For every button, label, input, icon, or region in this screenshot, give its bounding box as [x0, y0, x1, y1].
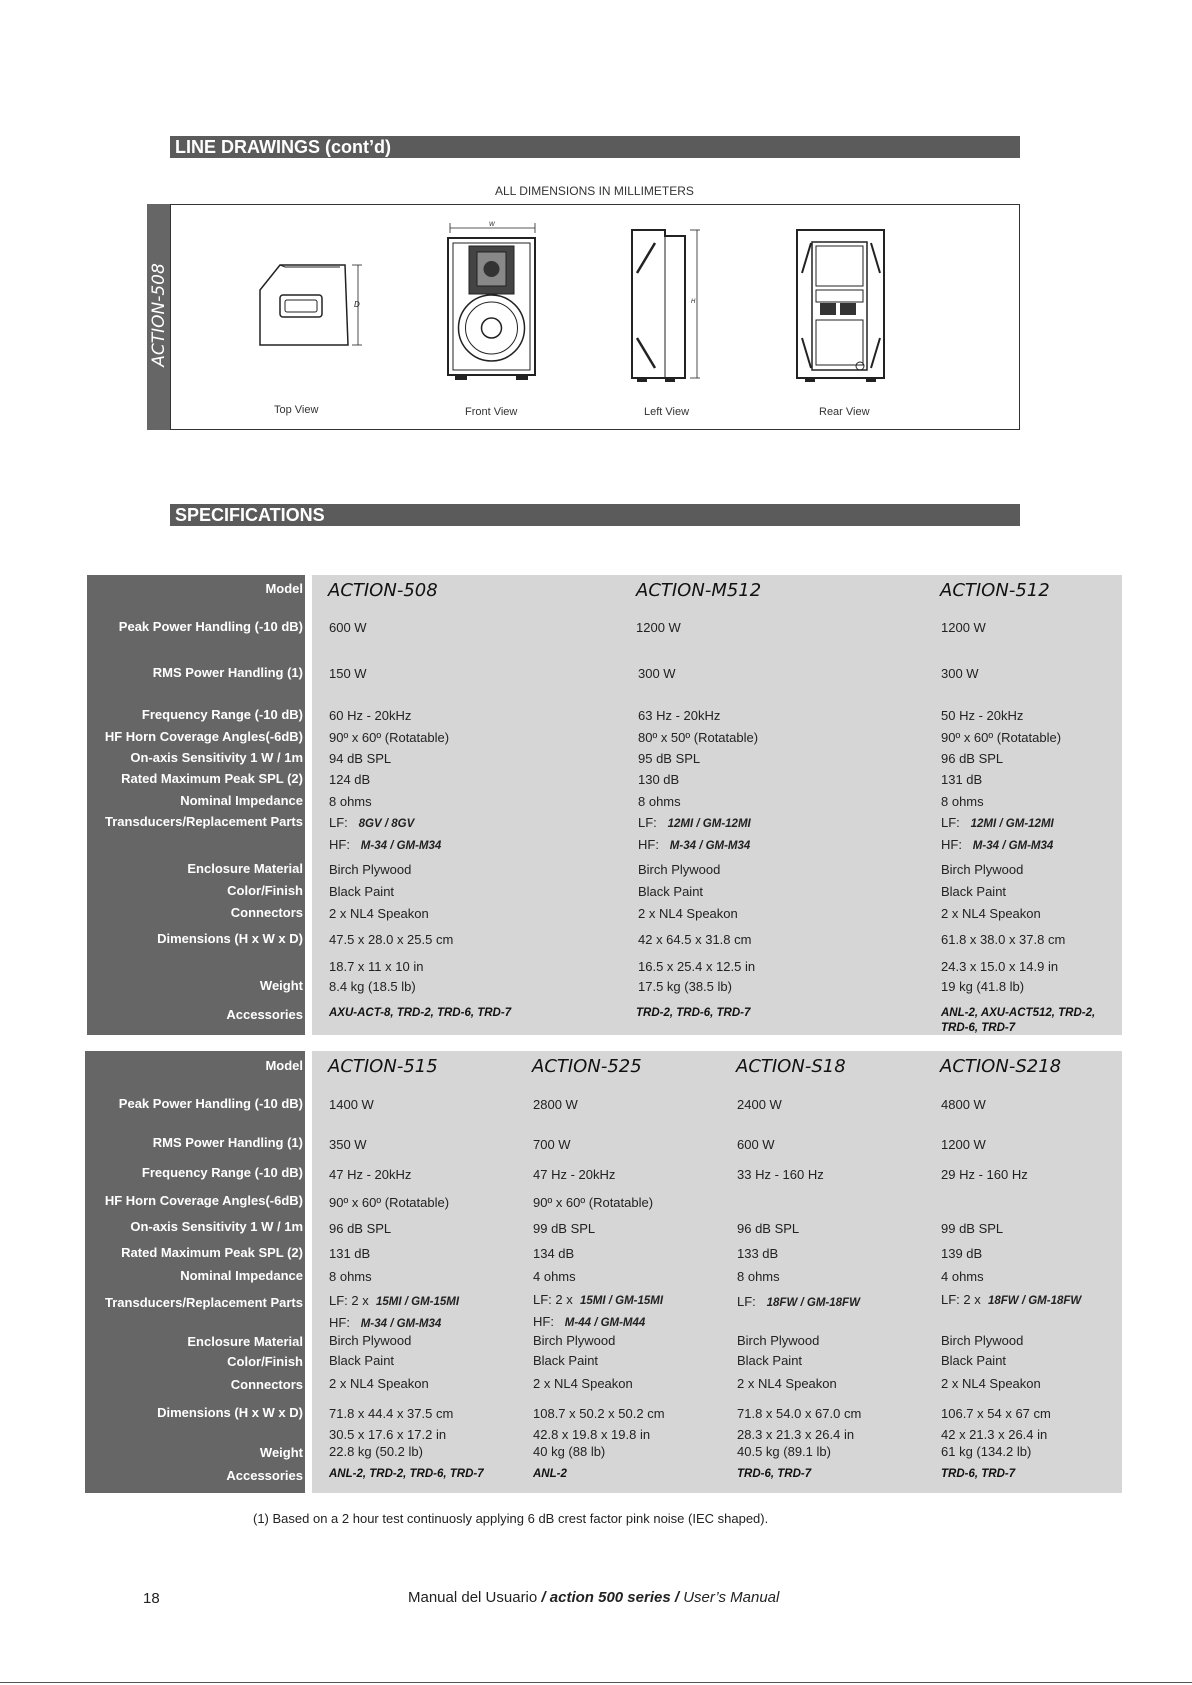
left-view-dim-letter: H: [691, 299, 696, 305]
max-spl-value: 124 dB: [329, 772, 371, 787]
dimensions-cm-value: 42 x 64.5 x 31.8 cm: [638, 932, 752, 947]
accessories-value: ANL-2, AXU-ACT512, TRD-2,: [941, 1007, 1096, 1019]
front-view-drawing: [445, 218, 545, 383]
label-model: Model: [265, 581, 303, 596]
rms-power-value: 600 W: [737, 1137, 775, 1152]
peak-power-value: 1200 W: [941, 620, 986, 635]
frequency-range-value: 60 Hz - 20kHz: [329, 708, 412, 723]
left-view-label: Left View: [644, 406, 690, 418]
color-finish-value: Black Paint: [533, 1353, 599, 1368]
lf-prefix: LF:: [329, 815, 348, 830]
max-spl-value: 130 dB: [638, 772, 680, 787]
connectors-value: 2 x NL4 Speakon: [638, 906, 738, 921]
weight-value: 17.5 kg (38.5 lb): [638, 979, 732, 994]
label-horn-coverage: HF Horn Coverage Angles(-6dB): [104, 729, 303, 744]
peak-power-value: 1200 W: [636, 620, 681, 635]
lf-part: 18FW / GM-18FW: [766, 1297, 860, 1309]
side-label-text: ACTION-508: [149, 263, 169, 367]
label-color-finish: Color/Finish: [227, 883, 303, 898]
front-view-label: Front View: [465, 406, 518, 418]
impedance-value: 8 ohms: [329, 1269, 372, 1284]
footer-left: Manual del Usuario: [408, 1589, 538, 1606]
hf-prefix: HF:: [941, 837, 962, 852]
dimensions-cm-value: 47.5 x 28.0 x 25.5 cm: [329, 932, 454, 947]
dimensions-cm-value: 61.8 x 38.0 x 37.8 cm: [941, 932, 1066, 947]
rms-power-value: 300 W: [941, 666, 979, 681]
max-spl-value: 134 dB: [533, 1246, 575, 1261]
peak-power-value: 2800 W: [533, 1097, 578, 1112]
lf-part: 8GV / 8GV: [358, 818, 415, 830]
impedance-value: 8 ohms: [329, 794, 372, 809]
enclosure-value: Birch Plywood: [329, 862, 412, 877]
dimensions-in-value: 18.7 x 11 x 10 in: [329, 959, 424, 974]
sensitivity-value: 96 dB SPL: [941, 751, 1004, 766]
footer-right: User’s Manual: [683, 1589, 780, 1606]
accessories-value: TRD-6, TRD-7: [737, 1468, 812, 1480]
accessories-value: TRD-6, TRD-7: [941, 1468, 1016, 1480]
peak-power-value: 1400 W: [329, 1097, 374, 1112]
weight-value: 22.8 kg (50.2 lb): [329, 1444, 423, 1459]
hf-part: M-34 / GM-M34: [669, 840, 751, 852]
peak-power-value: 600 W: [329, 620, 367, 635]
impedance-value: 8 ohms: [638, 794, 681, 809]
label-model: Model: [265, 1058, 303, 1073]
weight-value: 40.5 kg (89.1 lb): [737, 1444, 831, 1459]
impedance-value: 4 ohms: [941, 1269, 984, 1284]
hf-prefix: HF:: [638, 837, 659, 852]
lf-prefix: LF:: [941, 815, 960, 830]
rear-view-drawing: [795, 228, 895, 383]
left-view-drawing: [625, 228, 725, 383]
hf-prefix: HF:: [533, 1314, 554, 1329]
connectors-value: 2 x NL4 Speakon: [941, 1376, 1041, 1391]
dimensions-in-value: 16.5 x 25.4 x 12.5 in: [638, 959, 756, 974]
lf-prefix: LF: 2 x: [329, 1293, 369, 1308]
rms-power-value: 150 W: [329, 666, 367, 681]
label-max-spl: Rated Maximum Peak SPL (2): [121, 771, 303, 786]
label-impedance: Nominal Impedance: [180, 1268, 303, 1283]
hf-transducer: [941, 837, 1053, 852]
dimensions-cm-value: 108.7 x 50.2 x 50.2 cm: [533, 1406, 665, 1421]
page-bottom-rule: [0, 1682, 1192, 1683]
label-horn-coverage: HF Horn Coverage Angles(-6dB): [104, 1193, 303, 1208]
horn-coverage-value: 80º x 50º (Rotatable): [638, 730, 759, 745]
lf-part: 15MI / GM-15MI: [375, 1296, 460, 1308]
lf-transducer: [533, 1292, 663, 1307]
lf-transducer: [638, 815, 751, 830]
frequency-range-value: 29 Hz - 160 Hz: [941, 1167, 1028, 1182]
sensitivity-value: 95 dB SPL: [638, 751, 701, 766]
horn-coverage-value: 90º x 60º (Rotatable): [941, 730, 1062, 745]
lf-transducer: [329, 815, 414, 830]
dimensions-cm-value: 106.7 x 54 x 67 cm: [941, 1406, 1051, 1421]
label-max-spl: Rated Maximum Peak SPL (2): [121, 1245, 303, 1260]
label-weight: Weight: [259, 1445, 303, 1460]
hf-transducer: [638, 837, 750, 852]
dimensions-cm-value: 71.8 x 54.0 x 67.0 cm: [737, 1406, 862, 1421]
top-view-label: Top View: [274, 404, 319, 416]
impedance-value: 4 ohms: [533, 1269, 576, 1284]
label-peak-power: Peak Power Handling (-10 dB): [118, 1096, 303, 1111]
sensitivity-value: 94 dB SPL: [329, 751, 392, 766]
top-view-dim-letter: D: [354, 300, 360, 309]
model-name: ACTION-512: [940, 580, 1050, 601]
dimensions-cm-value: 71.8 x 44.4 x 37.5 cm: [329, 1406, 454, 1421]
specifications-header: [170, 504, 1020, 526]
lf-transducer: [941, 815, 1054, 830]
dimensions-in-value: 30.5 x 17.6 x 17.2 in: [329, 1427, 447, 1442]
lf-prefix: LF: 2 x: [533, 1292, 573, 1307]
lf-part: 12MI / GM-12MI: [970, 818, 1054, 830]
dimensions-in-value: 42 x 21.3 x 26.4 in: [941, 1427, 1048, 1442]
rms-power-value: 1200 W: [941, 1137, 986, 1152]
label-transducers: Transducers/Replacement Parts: [105, 814, 303, 829]
weight-value: 8.4 kg (18.5 lb): [329, 979, 416, 994]
accessories-value: ANL-2: [533, 1468, 567, 1480]
connectors-value: 2 x NL4 Speakon: [329, 906, 429, 921]
sensitivity-value: 99 dB SPL: [533, 1221, 596, 1236]
label-connectors: Connectors: [230, 1377, 303, 1392]
accessories-value-line-2: TRD-6, TRD-7: [941, 1022, 1016, 1034]
frequency-range-value: 50 Hz - 20kHz: [941, 708, 1024, 723]
label-enclosure: Enclosure Material: [187, 861, 303, 876]
max-spl-value: 133 dB: [737, 1246, 779, 1261]
label-transducers: Transducers/Replacement Parts: [105, 1295, 303, 1310]
hf-transducer: [329, 1315, 441, 1330]
label-accessories: Accessories: [226, 1468, 303, 1483]
label-frequency-range: Frequency Range (-10 dB): [141, 707, 303, 722]
color-finish-value: Black Paint: [941, 1353, 1007, 1368]
sensitivity-value: 96 dB SPL: [737, 1221, 800, 1236]
lf-part: 18FW / GM-18FW: [987, 1295, 1082, 1307]
model-name: ACTION-S18: [736, 1056, 846, 1077]
hf-part: M-34 / GM-M34: [360, 1318, 442, 1330]
specifications-title: SPECIFICATIONS: [175, 505, 325, 525]
label-rms-power: RMS Power Handling (1): [152, 665, 303, 680]
lf-prefix: LF:: [737, 1294, 756, 1309]
lf-transducer: [329, 1293, 459, 1308]
rear-view-label: Rear View: [819, 406, 870, 418]
max-spl-value: 131 dB: [941, 772, 983, 787]
model-name: ACTION-515: [328, 1056, 438, 1077]
footer-series: action 500 series: [549, 1589, 671, 1606]
weight-value: 61 kg (134.2 lb): [941, 1444, 1032, 1459]
dimensions-in-value: 28.3 x 21.3 x 26.4 in: [737, 1427, 855, 1442]
line-drawings-title: LINE DRAWINGS (cont’d): [175, 137, 391, 157]
label-enclosure: Enclosure Material: [187, 1334, 303, 1349]
lf-transducer: [737, 1294, 860, 1309]
impedance-value: 8 ohms: [941, 794, 984, 809]
top-view-drawing: [250, 255, 370, 355]
impedance-value: 8 ohms: [737, 1269, 780, 1284]
label-connectors: Connectors: [230, 905, 303, 920]
horn-coverage-value: 90º x 60º (Rotatable): [329, 1195, 450, 1210]
label-sensitivity: On-axis Sensitivity 1 W / 1m: [130, 1219, 303, 1234]
frequency-range-value: 33 Hz - 160 Hz: [737, 1167, 824, 1182]
model-name: ACTION-M512: [636, 580, 762, 601]
lf-part: 15MI / GM-15MI: [579, 1295, 664, 1307]
label-frequency-range: Frequency Range (-10 dB): [141, 1165, 303, 1180]
accessories-value: AXU-ACT-8, TRD-2, TRD-6, TRD-7: [329, 1007, 512, 1019]
page-number: 18: [143, 1590, 160, 1607]
enclosure-value: Birch Plywood: [533, 1333, 616, 1348]
rms-power-value: 700 W: [533, 1137, 571, 1152]
peak-power-value: 2400 W: [737, 1097, 782, 1112]
color-finish-value: Black Paint: [329, 1353, 395, 1368]
model-name: ACTION-S218: [940, 1056, 1062, 1077]
lf-transducer: [941, 1292, 1081, 1307]
horn-coverage-value: 90º x 60º (Rotatable): [329, 730, 450, 745]
peak-power-value: 4800 W: [941, 1097, 986, 1112]
hf-prefix: HF:: [329, 837, 350, 852]
dimensions-in-value: 24.3 x 15.0 x 14.9 in: [941, 959, 1059, 974]
front-view-dim-letter: W: [489, 222, 495, 228]
enclosure-value: Birch Plywood: [941, 862, 1024, 877]
lf-prefix: LF:: [638, 815, 657, 830]
model-name: ACTION-508: [328, 580, 438, 601]
dimensions-note: ALL DIMENSIONS IN MILLIMETERS: [495, 184, 694, 198]
dimensions-in-value: 42.8 x 19.8 x 19.8 in: [533, 1427, 651, 1442]
line-drawings-header: [170, 136, 1020, 158]
label-impedance: Nominal Impedance: [180, 793, 303, 808]
rms-power-value: 350 W: [329, 1137, 367, 1152]
weight-value: 40 kg (88 lb): [533, 1444, 606, 1459]
frequency-range-value: 47 Hz - 20kHz: [329, 1167, 412, 1182]
enclosure-value: Birch Plywood: [638, 862, 721, 877]
hf-part: M-34 / GM-M34: [972, 840, 1054, 852]
connectors-value: 2 x NL4 Speakon: [941, 906, 1041, 921]
connectors-value: 2 x NL4 Speakon: [329, 1376, 429, 1391]
enclosure-value: Birch Plywood: [329, 1333, 412, 1348]
rms-power-value: 300 W: [638, 666, 676, 681]
color-finish-value: Black Paint: [638, 884, 704, 899]
lf-part: 12MI / GM-12MI: [667, 818, 751, 830]
model-name: ACTION-525: [532, 1056, 642, 1077]
label-rms-power: RMS Power Handling (1): [152, 1135, 303, 1150]
footer-sep-2: /: [670, 1589, 684, 1606]
frequency-range-value: 63 Hz - 20kHz: [638, 708, 721, 723]
color-finish-value: Black Paint: [329, 884, 395, 899]
enclosure-value: Birch Plywood: [737, 1333, 820, 1348]
weight-value: 19 kg (41.8 lb): [941, 979, 1025, 994]
page-footer: [408, 1589, 779, 1606]
color-finish-value: Black Paint: [737, 1353, 803, 1368]
accessories-value: TRD-2, TRD-6, TRD-7: [636, 1007, 751, 1019]
footer-sep-1: /: [537, 1589, 550, 1606]
connectors-value: 2 x NL4 Speakon: [533, 1376, 633, 1391]
label-accessories: Accessories: [226, 1007, 303, 1022]
frequency-range-value: 47 Hz - 20kHz: [533, 1167, 616, 1182]
spec-table-1-labels: [87, 575, 305, 1035]
enclosure-value: Birch Plywood: [941, 1333, 1024, 1348]
color-finish-value: Black Paint: [941, 884, 1007, 899]
horn-coverage-value: 90º x 60º (Rotatable): [533, 1195, 654, 1210]
label-sensitivity: On-axis Sensitivity 1 W / 1m: [130, 750, 303, 765]
spec-table-2-labels: [85, 1051, 305, 1493]
drawing-side-label: [147, 204, 170, 430]
sensitivity-value: 96 dB SPL: [329, 1221, 392, 1236]
hf-part: M-34 / GM-M34: [360, 840, 442, 852]
connectors-value: 2 x NL4 Speakon: [737, 1376, 837, 1391]
accessories-value: ANL-2, TRD-2, TRD-6, TRD-7: [329, 1468, 484, 1480]
hf-part: M-44 / GM-M44: [564, 1317, 646, 1329]
hf-prefix: HF:: [329, 1315, 350, 1330]
max-spl-value: 131 dB: [329, 1246, 371, 1261]
max-spl-value: 139 dB: [941, 1246, 983, 1261]
label-color-finish: Color/Finish: [227, 1354, 303, 1369]
label-weight: Weight: [259, 978, 303, 993]
hf-transducer: [329, 837, 441, 852]
label-dimensions: Dimensions (H x W x D): [157, 1405, 303, 1420]
sensitivity-value: 99 dB SPL: [941, 1221, 1004, 1236]
lf-prefix: LF: 2 x: [941, 1292, 981, 1307]
label-peak-power: Peak Power Handling (-10 dB): [118, 619, 303, 634]
footnote: (1) Based on a 2 hour test continuosly applying 6 dB crest factor pink noise (IEC shaped).: [253, 1511, 769, 1526]
hf-transducer: [533, 1314, 645, 1329]
label-dimensions: Dimensions (H x W x D): [157, 931, 303, 946]
